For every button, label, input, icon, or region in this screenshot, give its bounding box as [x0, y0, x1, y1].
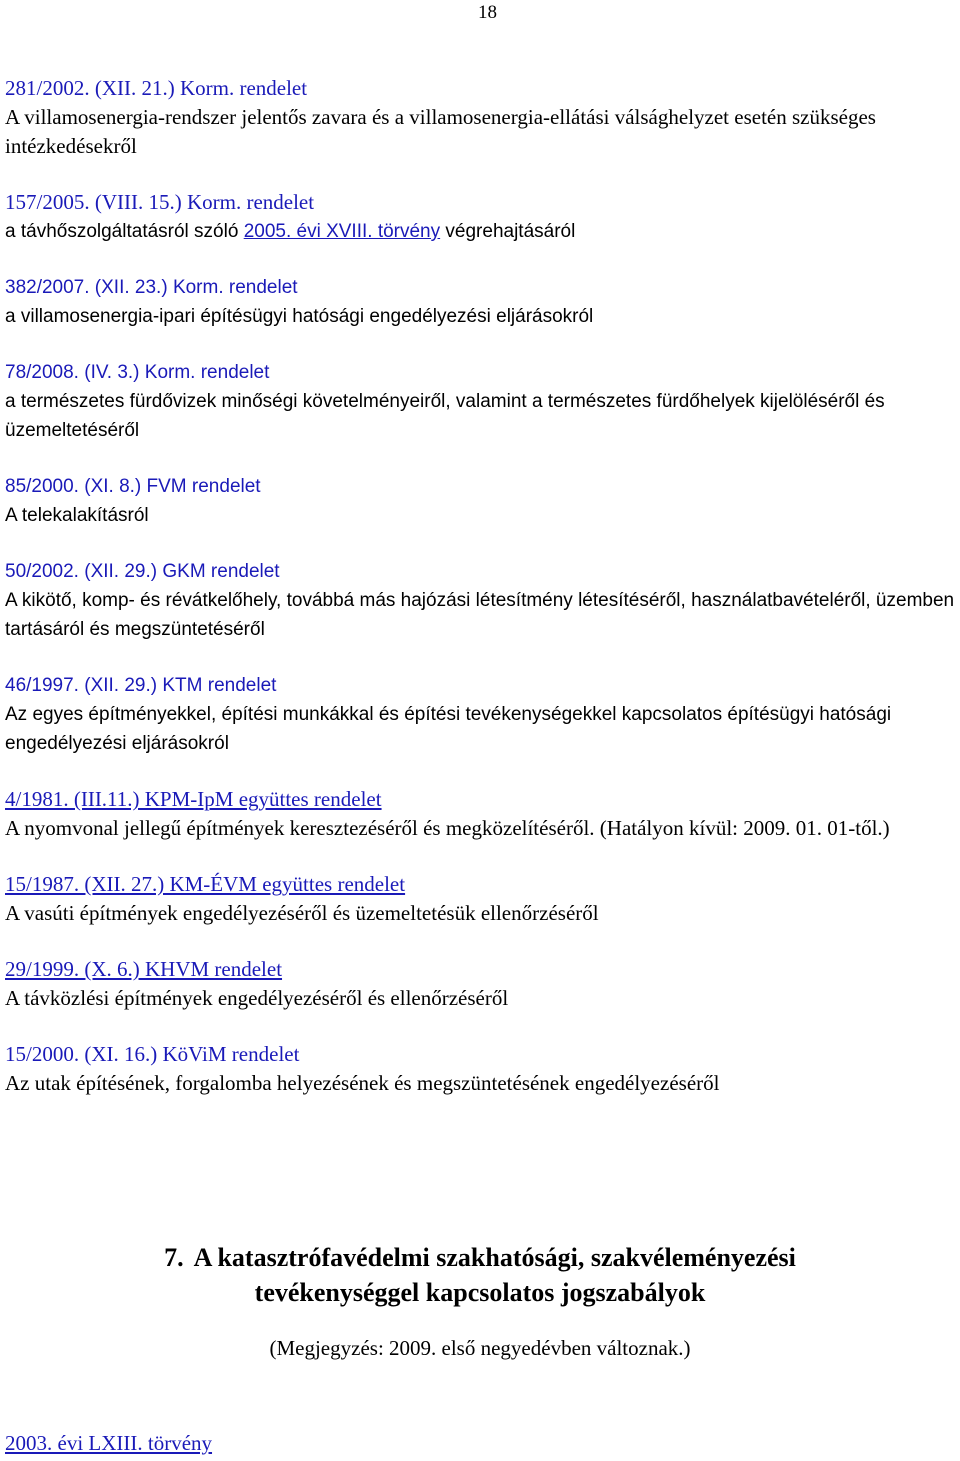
list-item	[5, 870, 957, 928]
regulation-link[interactable]: 29/1999. (X. 6.) KHVM rendelet	[5, 957, 283, 981]
law-link[interactable]: 2005. évi XVIII. törvény	[243, 221, 441, 242]
regulation-link[interactable]: 46/1997. (XII. 29.) KTM rendelet	[5, 675, 277, 696]
description-text: a távhőszolgáltatásról szóló	[5, 221, 244, 242]
regulation-description	[5, 217, 957, 246]
list-item	[5, 273, 957, 331]
list-item	[5, 188, 957, 246]
regulation-description: Az utak építésének, forgalomba helyezésének és megszüntetésének engedélyezéséről	[5, 1071, 720, 1095]
regulation-link[interactable]: 15/2000. (XI. 16.) KöViM rendelet	[5, 1042, 300, 1066]
regulation-description: A telekalakításról	[5, 505, 149, 526]
regulation-description: A kikötő, komp- és révátkelőhely, továbbá más hajózási létesítmény létesítéséről, használatbavételéről, üzemben tartásáról és megszüntetéséről	[5, 590, 955, 640]
list-item	[5, 1040, 957, 1098]
list-item	[5, 671, 957, 758]
section-heading	[0, 1240, 960, 1310]
list-item	[5, 74, 957, 161]
regulation-link[interactable]: 281/2002. (XII. 21.) Korm. rendelet	[5, 76, 308, 100]
regulation-link[interactable]: 382/2007. (XII. 23.) Korm. rendelet	[5, 277, 298, 298]
section-number: 7.	[164, 1243, 184, 1272]
page-number: 18	[478, 2, 497, 23]
list-item	[5, 358, 957, 445]
description-text: végrehajtásáról	[440, 221, 576, 242]
regulation-link[interactable]: 50/2002. (XII. 29.) GKM rendelet	[5, 561, 280, 582]
regulation-link[interactable]: 15/1987. (XII. 27.) KM-ÉVM együttes rendelet	[5, 872, 406, 896]
law-link[interactable]: 2003. évi LXIII. törvény	[5, 1431, 213, 1455]
regulation-description: A villamosenergia-rendszer jelentős zavara és a villamosenergia-ellátási válsághelyzet esetén szükséges intézkedésekről	[5, 105, 876, 158]
list-item	[5, 785, 957, 843]
list-item	[5, 955, 957, 1013]
regulation-description: a villamosenergia-ipari építésügyi hatósági engedélyezési eljárásokról	[5, 306, 594, 327]
regulation-description: Az egyes építményekkel, építési munkákkal és építési tevékenységekkel kapcsolatos építésügyi hatósági engedélyezési eljárásokról	[5, 704, 892, 754]
list-item	[5, 472, 957, 530]
regulation-description: A vasúti építmények engedélyezéséről és üzemeltetésük ellenőrzéséről	[5, 901, 599, 925]
list-item	[5, 557, 957, 644]
regulation-description: A távközlési építmények engedélyezéséről és ellenőrzéséről	[5, 986, 509, 1010]
regulation-link[interactable]: 157/2005. (VIII. 15.) Korm. rendelet	[5, 190, 315, 214]
regulation-link[interactable]: 4/1981. (III.11.) KPM-IpM együttes rendelet	[5, 787, 382, 811]
section-title-line1: A katasztrófavédelmi szakhatósági, szakvéleményezési	[193, 1243, 796, 1272]
section-title-line2: tevékenységgel kapcsolatos jogszabályok	[254, 1278, 706, 1307]
regulation-description: a természetes fürdővizek minőségi követelményeiről, valamint a természetes fürdőhelyek kijelöléséről és üzemeltetéséről	[5, 391, 885, 441]
regulation-list	[5, 74, 957, 1125]
regulation-description: A nyomvonal jellegű építmények keresztezéséről és megközelítéséről. (Hatályon kívül: 2009. 01. 01-től.)	[5, 816, 890, 840]
regulation-link[interactable]: 85/2000. (XI. 8.) FVM rendelet	[5, 476, 261, 497]
regulation-link[interactable]: 78/2008. (IV. 3.) Korm. rendelet	[5, 362, 270, 383]
section-note: (Megjegyzés: 2009. első negyedévben változnak.)	[269, 1336, 691, 1360]
